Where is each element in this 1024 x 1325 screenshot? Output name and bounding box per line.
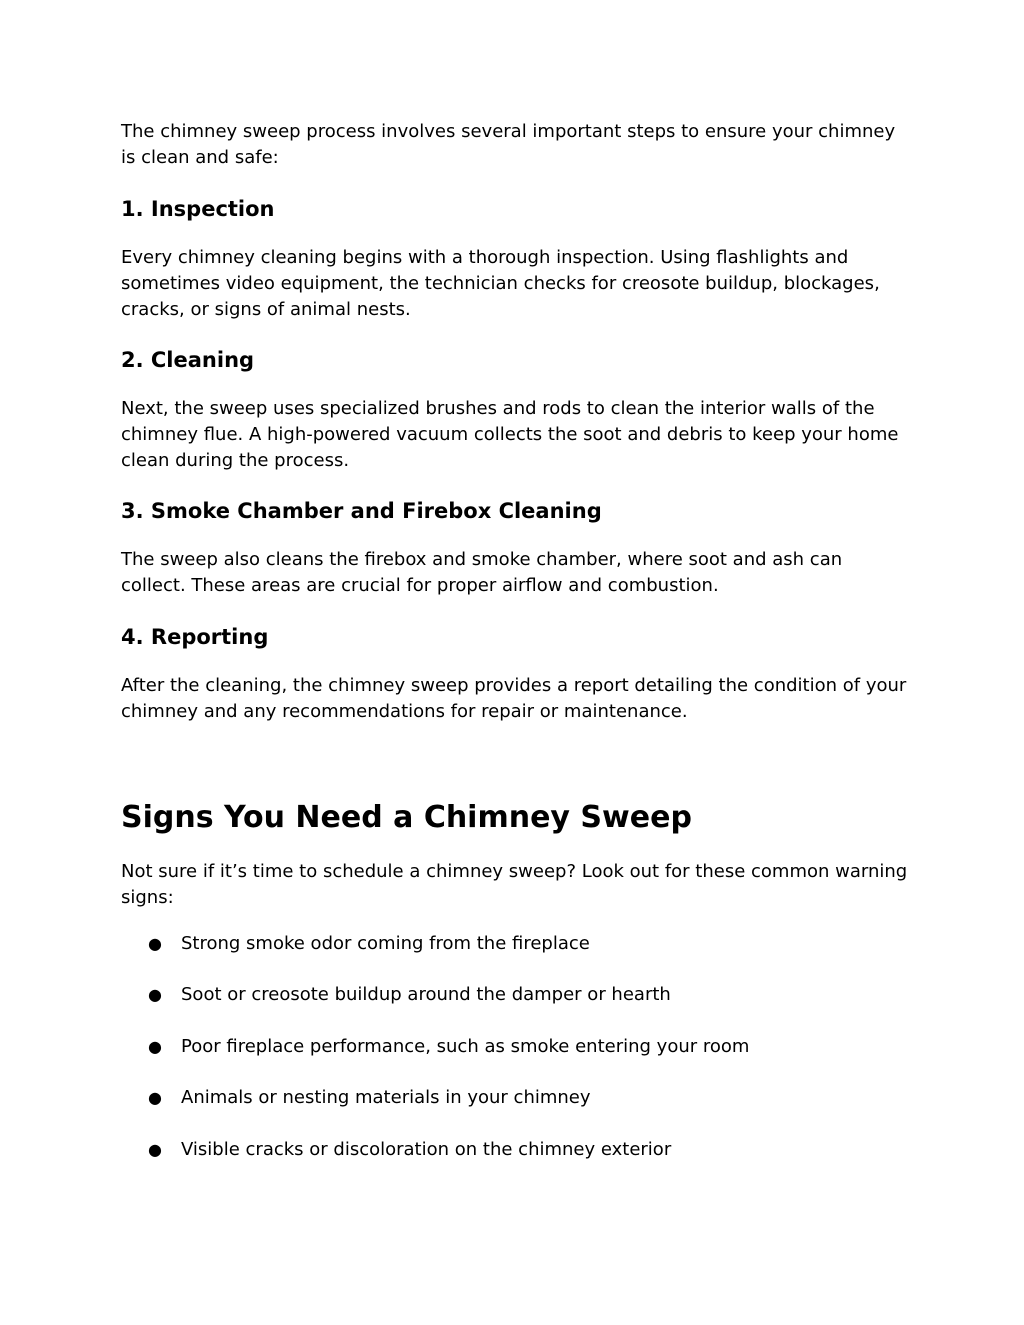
step-heading-inspection: 1. Inspection [121, 197, 275, 221]
signs-list-item-text: Visible cracks or discoloration on the chimney exterior [181, 1139, 672, 1160]
bullet-icon: ● [148, 1037, 162, 1056]
bullet-icon: ● [148, 985, 162, 1004]
signs-list-item-text: Poor fireplace performance, such as smoke entering your room [181, 1036, 750, 1057]
step-body-reporting: After the cleaning, the chimney sweep provides a report detailing the condition of your chimney and any recommendations for repair or maintenance. [121, 675, 907, 722]
step-heading-smoke-chamber: 3. Smoke Chamber and Firebox Cleaning [121, 499, 602, 523]
signs-list-item-text: Strong smoke odor coming from the fireplace [181, 933, 590, 954]
step-heading-reporting: 4. Reporting [121, 625, 269, 649]
step-body-cleaning: Next, the sweep uses specialized brushes and rods to clean the interior walls of the chimney flue. A high-powered vacuum collects the soot and debris to keep your home clean during the process. [121, 398, 899, 471]
bullet-icon: ● [148, 934, 162, 953]
step-body-inspection: Every chimney cleaning begins with a thorough inspection. Using flashlights and sometimes video equipment, the technician checks for creosote buildup, blockages, cracks, or signs of animal nests. [121, 247, 880, 320]
step-body-smoke-chamber: The sweep also cleans the firebox and smoke chamber, where soot and ash can collect. These areas are crucial for proper airflow and combustion. [121, 549, 843, 596]
step-heading-cleaning: 2. Cleaning [121, 348, 255, 372]
bullet-icon: ● [148, 1140, 162, 1159]
signs-list-item-text: Animals or nesting materials in your chimney [181, 1087, 591, 1108]
signs-list-item-text: Soot or creosote buildup around the damper or hearth [181, 984, 671, 1005]
section-title-signs: Signs You Need a Chimney Sweep [121, 800, 692, 835]
intro-paragraph: The chimney sweep process involves several important steps to ensure your chimney is clean and safe: [121, 121, 896, 168]
signs-intro-paragraph: Not sure if it’s time to schedule a chimney sweep? Look out for these common warning signs: [121, 861, 908, 908]
bullet-icon: ● [148, 1088, 162, 1107]
